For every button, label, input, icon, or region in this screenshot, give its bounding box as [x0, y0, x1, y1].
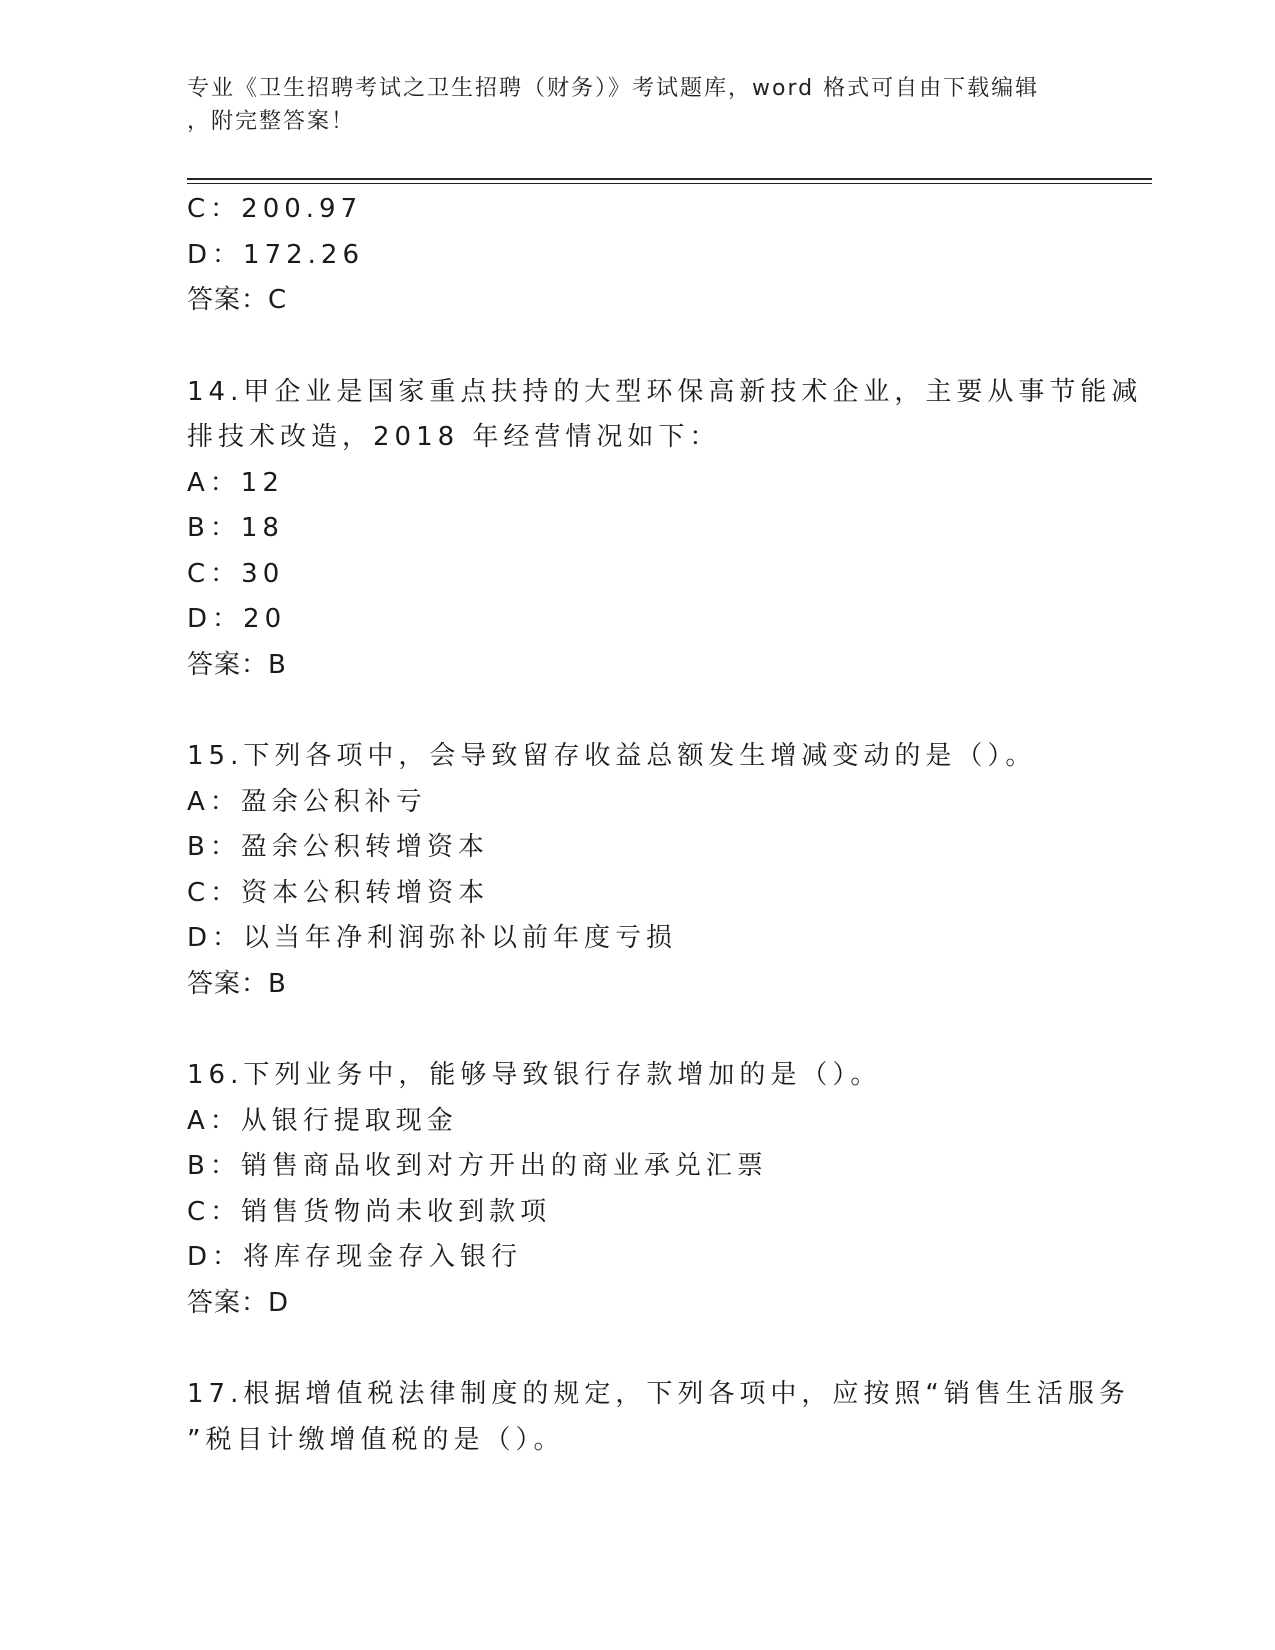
question-stem: 15.下列各项中，会导致留存收益总额发生增减变动的是（）。 — [187, 741, 1037, 771]
question-17 — [187, 1372, 1130, 1463]
option-a: A：从银行提取现金 — [187, 1105, 458, 1136]
option-c: C：资本公积转增资本 — [187, 877, 490, 908]
question-16 — [187, 1053, 1087, 1326]
option-d: D：172.26 — [187, 239, 364, 270]
option-b: B：销售商品收到对方开出的商业承兑汇票 — [187, 1151, 768, 1181]
question-14 — [187, 370, 1143, 689]
header-divider-thin — [187, 183, 1152, 184]
answer: 答案：D — [187, 1287, 290, 1318]
option-d: D：将库存现金存入银行 — [187, 1242, 523, 1272]
answer: 答案：C — [187, 285, 288, 315]
question-stem-continued: 排技术改造，2018 年经营情况如下： — [187, 422, 721, 452]
spacer — [187, 688, 1087, 734]
question-stem: 17.根据增值税法律制度的规定，下列各项中，应按照“销售生活服务 — [187, 1379, 1130, 1409]
spacer — [187, 324, 1087, 370]
question-13-tail — [187, 187, 1087, 324]
option-a: A：12 — [187, 467, 284, 498]
question-list — [187, 187, 1143, 1463]
question-stem-continued: ”税目计缴增值税的是（）。 — [187, 1424, 565, 1455]
option-d: D：20 — [187, 604, 287, 634]
question-15 — [187, 734, 1087, 1007]
answer: 答案：B — [187, 968, 287, 999]
option-c: C：销售货物尚未收到款项 — [187, 1196, 552, 1227]
spacer — [187, 1007, 1087, 1053]
option-c: C：200.97 — [187, 194, 363, 224]
answer: 答案：B — [187, 649, 287, 680]
option-a: A：盈余公积补亏 — [187, 786, 427, 817]
option-d: D：以当年净利润弥补以前年度亏损 — [187, 923, 678, 953]
option-b: B：盈余公积转增资本 — [187, 832, 489, 862]
spacer — [187, 1326, 1087, 1372]
question-stem: 16.下列业务中，能够导致银行存款增加的是（）。 — [187, 1060, 882, 1090]
document-header: 专业《卫生招聘考试之卫生招聘（财务）》考试题库，word 格式可自由下载编辑 ，附完整答案！ — [187, 76, 1040, 134]
option-c: C：30 — [187, 558, 285, 589]
question-stem: 14.甲企业是国家重点扶持的大型环保高新技术企业，主要从事节能减 — [187, 376, 1143, 407]
option-b: B：18 — [187, 513, 284, 543]
header-divider-thick — [187, 178, 1152, 180]
